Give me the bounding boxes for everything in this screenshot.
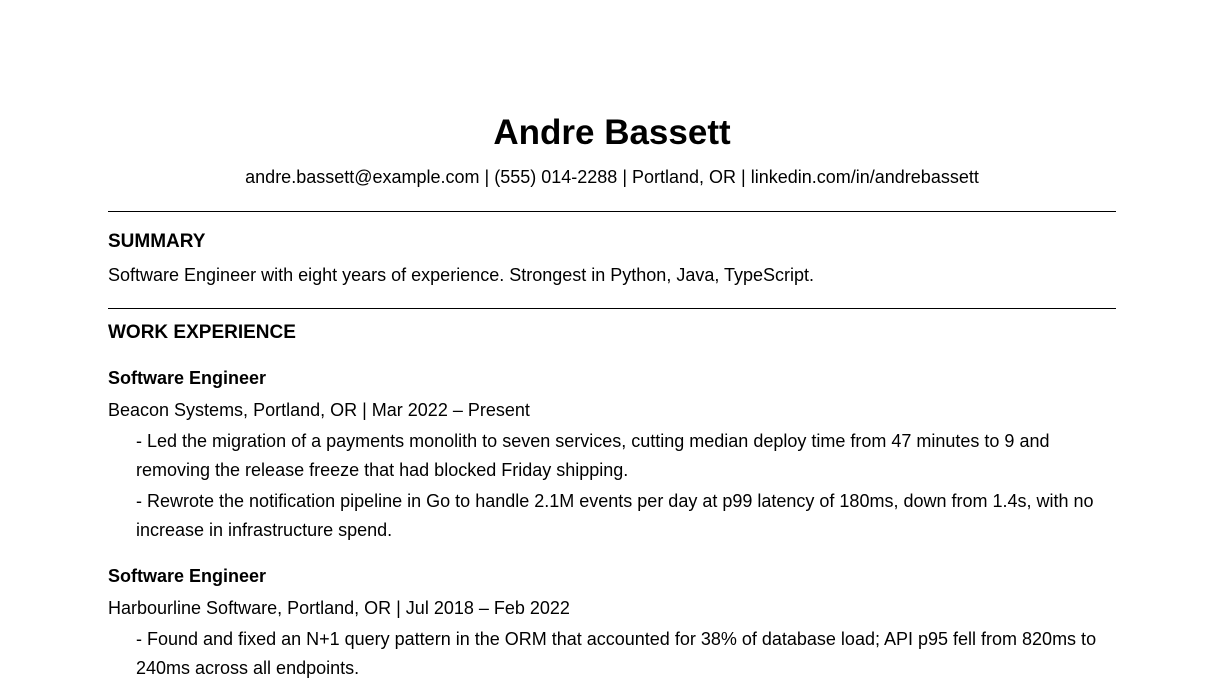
- summary-heading: SUMMARY: [108, 231, 206, 252]
- job-entry: [108, 366, 1116, 545]
- section-divider: [108, 211, 1116, 212]
- work-experience-heading: WORK EXPERIENCE: [108, 322, 296, 343]
- contact-line: andre.bassett@example.com | (555) 014-2288 | Portland, OR | linkedin.com/in/andrebassett: [245, 167, 979, 187]
- job-company-dates: Harbourline Software, Portland, OR | Jul 2018 – Feb 2022: [108, 598, 570, 618]
- job-bullet: - Rewrote the notification pipeline in Go to handle 2.1M events per day at p99 latency of 180ms, down from 1.4s, with no increase in infrastructure spend.: [136, 491, 1094, 540]
- job-title: Software Engineer: [108, 368, 267, 388]
- summary-text: Software Engineer with eight years of experience. Strongest in Python, Java, TypeScript.: [108, 265, 815, 285]
- summary-section: [108, 230, 1116, 288]
- job-bullets: [108, 625, 1116, 683]
- job-bullet: - Led the migration of a payments monolith to seven services, cutting median deploy time from 47 minutes to 9 and removing the release freeze that had blocked Friday shipping.: [136, 431, 1050, 480]
- resume-document: [108, 0, 1116, 683]
- candidate-name: Andre Bassett: [493, 113, 731, 152]
- work-experience-section: [108, 321, 1116, 683]
- job-bullets: [108, 427, 1116, 545]
- job-company-dates: Beacon Systems, Portland, OR | Mar 2022 – Present: [108, 400, 530, 420]
- section-divider: [108, 308, 1116, 309]
- job-bullet: - Found and fixed an N+1 query pattern in the ORM that accounted for 38% of database load; API p95 fell from 820ms to 240ms across all endpoints.: [136, 629, 1097, 678]
- job-title: Software Engineer: [108, 566, 267, 586]
- job-entry: [108, 564, 1116, 683]
